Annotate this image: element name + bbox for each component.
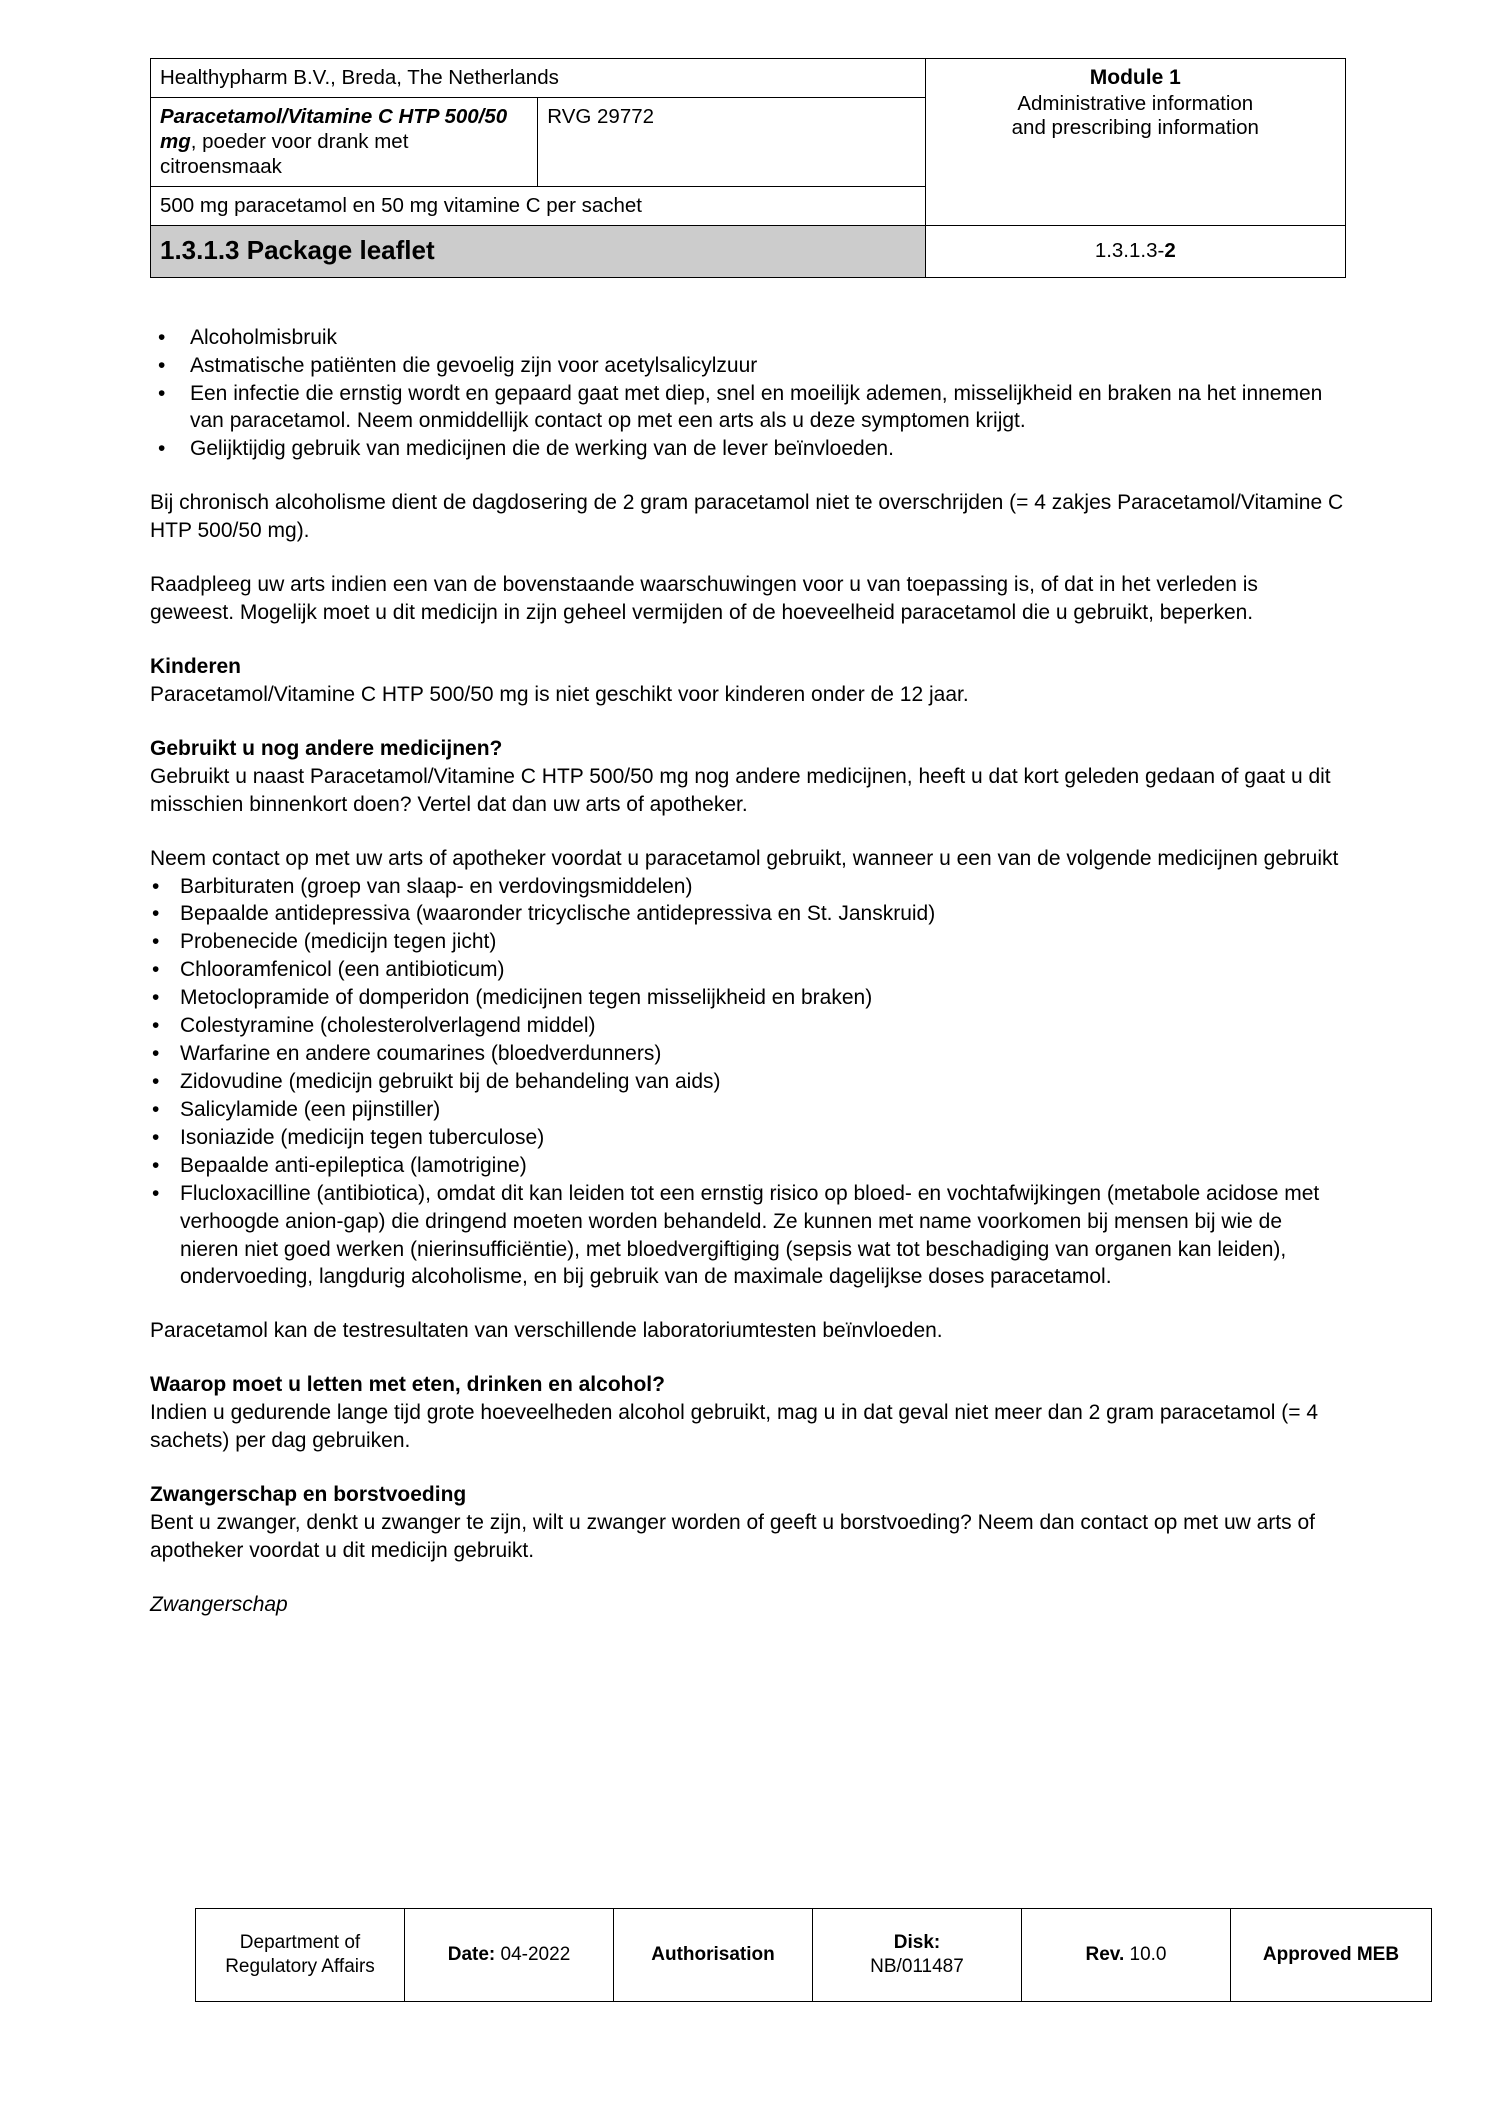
list-item: • Barbituraten (groep van slaap- en verdovingsmiddelen): [150, 873, 1346, 901]
rvg-number: RVG 29772: [547, 105, 655, 128]
paragraph-chronic-alcoholism: Bij chronisch alcoholisme dient de dagdosering de 2 gram paracetamol niet te overschrijden (= 4 zakjes Paracetamol/Vitamine C HTP 500/50 mg).: [150, 491, 1344, 543]
spacer: [150, 545, 1346, 571]
module-subtitle-line1: Administrative information: [1017, 91, 1254, 115]
footer-department-cell: [196, 1909, 405, 2002]
spacer: [150, 1291, 1346, 1317]
medicine-bullet-list: [150, 873, 1346, 1292]
list-item: • Een infectie die ernstig wordt en gepaard gaat met diep, snel en moeilijk ademen, misselijkheid en braken na het innemen van paracetamol. Neem onmiddellijk contact op met een arts als u deze symptomen krijgt.: [150, 380, 1346, 436]
header-company-cell: [151, 59, 926, 98]
authorisation-label: Authorisation: [651, 1944, 775, 1966]
section-number-cell: [925, 226, 1345, 278]
list-item: • Colestyramine (cholesterolverlagend middel): [150, 1012, 1346, 1040]
company-name: Healthypharm B.V., Breda, The Netherlands: [160, 66, 559, 89]
department-line2: Regulatory Affairs: [225, 1956, 375, 1977]
list-item: • Chlooramfenicol (een antibioticum): [150, 956, 1346, 984]
document-footer-table: [195, 1908, 1432, 2002]
date-value: 04-2022: [500, 1944, 571, 1966]
paragraph-pregnancy-breastfeeding: Bent u zwanger, denkt u zwanger te zijn, wilt u zwanger worden of geeft u borstvoeding? Neem dan contact op met uw arts of apotheker voordat u dit medicijn gebruikt.: [150, 1510, 1315, 1562]
list-item: • Bepaalde anti-epileptica (lamotrigine): [150, 1152, 1346, 1180]
list-item: • Bepaalde antidepressiva (waaronder tricyclische antidepressiva en St. Janskruid): [150, 900, 1346, 928]
list-item: • Probenecide (medicijn tegen jicht): [150, 928, 1346, 956]
heading-other-medicines: Gebruikt u nog andere medicijnen?: [150, 736, 503, 760]
list-item: • Alcoholmisbruik: [150, 324, 1346, 352]
spacer: [150, 709, 1346, 735]
product-form: , poeder voor drank met citroensmaak: [160, 130, 409, 178]
header-composition-cell: [151, 187, 926, 226]
header-module-cell: [925, 59, 1345, 226]
spacer: [150, 819, 1346, 845]
product-name: Paracetamol/Vitamine C HTP 500/50 mg: [160, 105, 508, 153]
module-subtitle-line2: and prescribing information: [1011, 116, 1259, 140]
list-item: • Flucloxacilline (antibiotica), omdat dit kan leiden tot een ernstig risico op bloed- en vochtafwijkingen (metabole acidose met verhoogde anion-gap) die dringend moeten worden behandeld. Ze kunnen met name voorkomen bij mensen bij wie de nieren niet goed werken (nierinsufficiëntie), met bloedvergiftiging (sepsis wat tot beschadiging van organen kan leiden), ondervoeding, langdurig alcoholisme, en bij gebruik van de maximale dagelijkse doses paracetamol.: [150, 1180, 1346, 1292]
footer-rev-cell: [1022, 1909, 1231, 2002]
spacer: [150, 1565, 1346, 1591]
disk-label: Disk:: [893, 1932, 941, 1954]
rev-label: Rev.: [1085, 1944, 1125, 1966]
list-item: • Gelijktijdig gebruik van medicijnen die de werking van de lever beïnvloeden.: [150, 435, 1346, 463]
footer-row: [196, 1909, 1432, 2002]
module-title: Module 1: [1089, 66, 1181, 89]
leaflet-title-cell: [151, 226, 926, 278]
warning-bullet-list: [150, 324, 1346, 464]
spacer: [150, 1455, 1346, 1481]
list-item: • Astmatische patiënten die gevoelig zijn voor acetylsalicylzuur: [150, 352, 1346, 380]
header-product-cell: [151, 98, 538, 187]
list-item: • Salicylamide (een pijnstiller): [150, 1096, 1346, 1124]
department-line1: Department of: [239, 1932, 361, 1954]
list-item: • Isoniazide (medicijn tegen tuberculose): [150, 1124, 1346, 1152]
paragraph-other-medicines: Gebruikt u naast Paracetamol/Vitamine C HTP 500/50 mg nog andere medicijnen, heeft u dat kort geleden gedaan of gaat u dit misschien binnenkort doen? Vertel dat dan uw arts of apotheker.: [150, 764, 1331, 816]
heading-pregnancy-breastfeeding: Zwangerschap en borstvoeding: [150, 1483, 467, 1507]
list-item: • Warfarine en andere coumarines (bloedverdunners): [150, 1040, 1346, 1068]
header-row-leaflet: [151, 226, 1346, 278]
disk-value: NB/011487: [870, 1956, 964, 1977]
footer-date-cell: [405, 1909, 614, 2002]
section-number-suffix: 2: [1164, 239, 1176, 263]
footer-approved-cell: [1231, 1909, 1432, 2002]
paragraph-lab-tests: Paracetamol kan de testresultaten van verschillende laboratoriumtesten beïnvloeden.: [150, 1319, 943, 1343]
rev-value: 10.0: [1129, 1944, 1167, 1966]
spacer: [150, 1345, 1346, 1371]
paragraph-consult-doctor: Raadpleeg uw arts indien een van de bovenstaande waarschuwingen voor u van toepassing is, of dat in het verleden is geweest. Mogelijk moet u dit medicijn in zijn geheel vermijden of de hoeveelheid paracetamol die u gebruikt, beperken.: [150, 573, 1258, 625]
approved-label: Approved MEB: [1262, 1944, 1400, 1966]
paragraph-contact-before-use: Neem contact op met uw arts of apotheker voordat u paracetamol gebruikt, wanneer u een van de volgende medicijnen gebruikt: [150, 846, 1339, 870]
footer-disk-cell: [813, 1909, 1022, 2002]
heading-food-drink-alcohol: Waarop moet u letten met eten, drinken en alcohol?: [150, 1373, 665, 1397]
header-row-company: [151, 59, 1346, 98]
list-item: • Zidovudine (medicijn gebruikt bij de behandeling van aids): [150, 1068, 1346, 1096]
heading-kinderen: Kinderen: [150, 655, 242, 679]
document-header-table: [150, 58, 1346, 278]
composition-text: 500 mg paracetamol en 50 mg vitamine C per sachet: [160, 194, 643, 217]
spacer: [150, 627, 1346, 653]
date-label: Date:: [447, 1944, 496, 1966]
list-item: • Metoclopramide of domperidon (medicijnen tegen misselijkheid en braken): [150, 984, 1346, 1012]
spacer: [150, 463, 1346, 489]
subheading-pregnancy: Zwangerschap: [150, 1592, 288, 1616]
paragraph-kinderen: Paracetamol/Vitamine C HTP 500/50 mg is niet geschikt voor kinderen onder de 12 jaar.: [150, 682, 969, 706]
leaflet-title: 1.3.1.3 Package leaflet: [160, 235, 435, 265]
footer-authorisation-cell: [614, 1909, 813, 2002]
section-number-prefix: 1.3.1.3-: [1094, 239, 1165, 263]
paragraph-food-drink-alcohol: Indien u gedurende lange tijd grote hoeveelheden alcohol gebruikt, mag u in dat geval niet meer dan 2 gram paracetamol (= 4 sachets) per dag gebruiken.: [150, 1401, 1319, 1453]
header-rvg-cell: [538, 98, 925, 187]
document-body: [150, 324, 1346, 1619]
